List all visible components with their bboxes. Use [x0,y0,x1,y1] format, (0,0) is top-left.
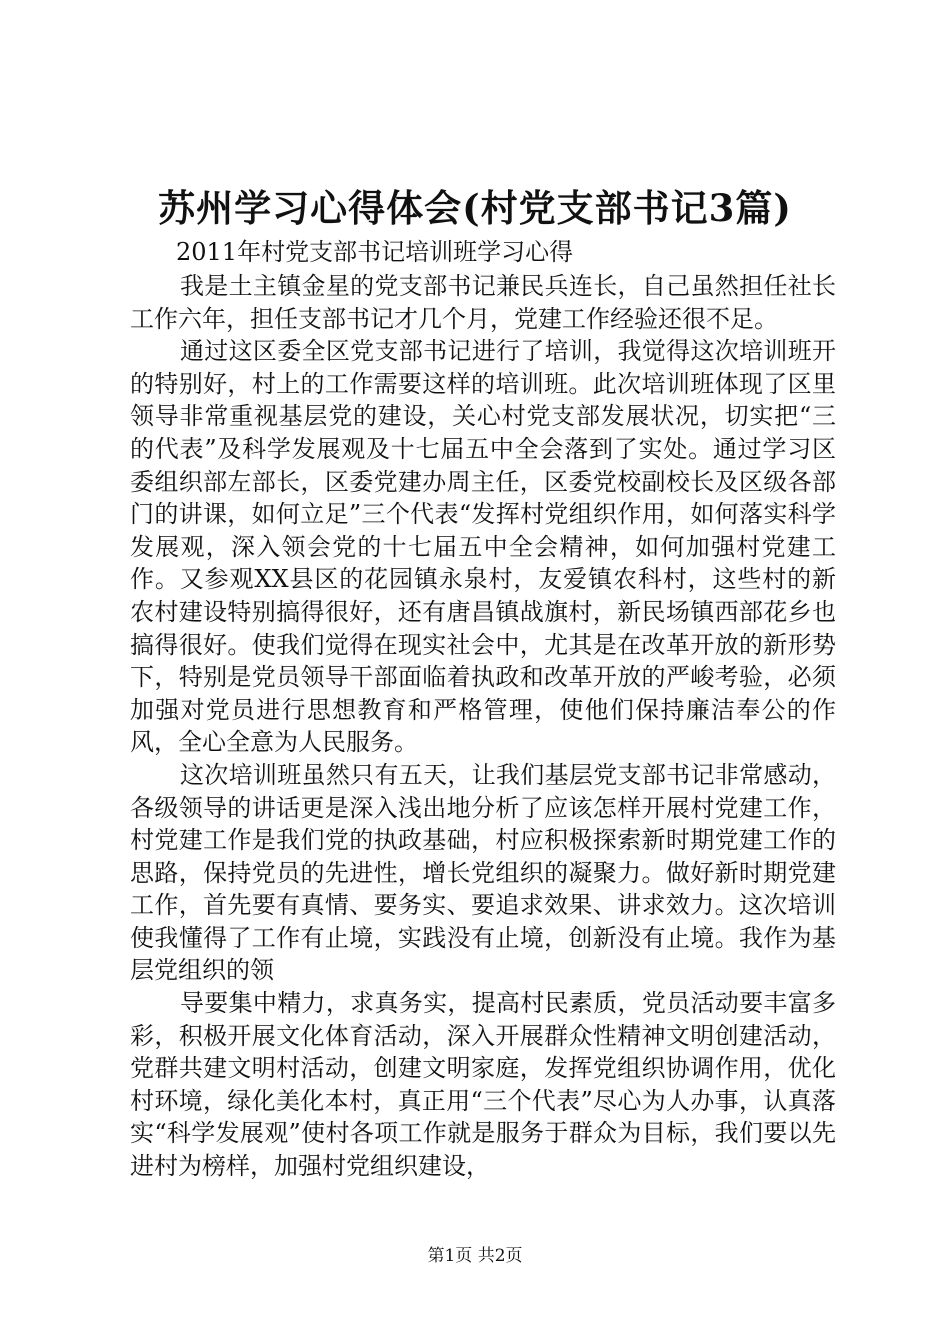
page-number: 第1页 共2页 [427,1246,523,1266]
document-body [130,270,836,1183]
paragraph: 导要集中精力，求真务实，提高村民素质，党员活动要丰富多彩，积极开展文化体育活动，深入开展群众性精神文明创建活动，党群共建文明村活动，创建文明家庭，发挥党组织协调作用，优化村环境，绿化美化本村，真正用“三个代表”尽心为人办事，认真落实“科学发展观”使村各项工作就是服务于群众为目标，我们要以先进村为榜样，加强村党组织建设， [130,989,836,1181]
document-title: 苏州学习心得体会(村党支部书记3篇) [158,186,792,230]
document-subtitle: 2011年村党支部书记培训班学习心得 [176,238,574,266]
paragraph: 通过这区委全区党支部书记进行了培训，我觉得这次培训班开的特别好，村上的工作需要这样的培训班。此次培训班体现了区里领导非常重视基层党的建设，关心村党支部发展状况，切实把“三的代表”及科学发展观及十七届五中全会落到了实处。通过学习区委组织部左部长，区委党建办周主任，区委党校副校长及区级各部门的讲课，如何立足”三个代表“发挥村党组织作用，如何落实科学发展观，深入领会党的十七届五中全会精神，如何加强村党建工作。又参观XX县区的花园镇永泉村，友爱镇农科村，这些村的新农村建设特别搞得很好，还有唐昌镇战旗村，新民场镇西部花乡也搞得很好。使我们觉得在现实社会中，尤其是在改革开放的新形势下，特别是党员领导干部面临着执政和改革开放的严峻考验，必须加强对党员进行思想教育和严格管理，使他们保持廉洁奉公的作风，全心全意为人民服务。 [130,337,836,757]
paragraph: 这次培训班虽然只有五天，让我们基层党支部书记非常感动，各级领导的讲话更是深入浅出地分析了应该怎样开展村党建工作，村党建工作是我们党的执政基础，村应积极探索新时期党建工作的思路，保持党员的先进性，增长党组织的凝聚力。做好新时期党建工作，首先要有真情、要务实、要追求效果、讲求效力。这次培训使我懂得了工作有止境，实践没有止境，创新没有止境。我作为基层党组织的领 [130,760,836,985]
paragraph: 我是土主镇金星的党支部书记兼民兵连长，自己虽然担任社长工作六年，担任支部书记才几个月，党建工作经验还很不足。 [130,272,836,333]
